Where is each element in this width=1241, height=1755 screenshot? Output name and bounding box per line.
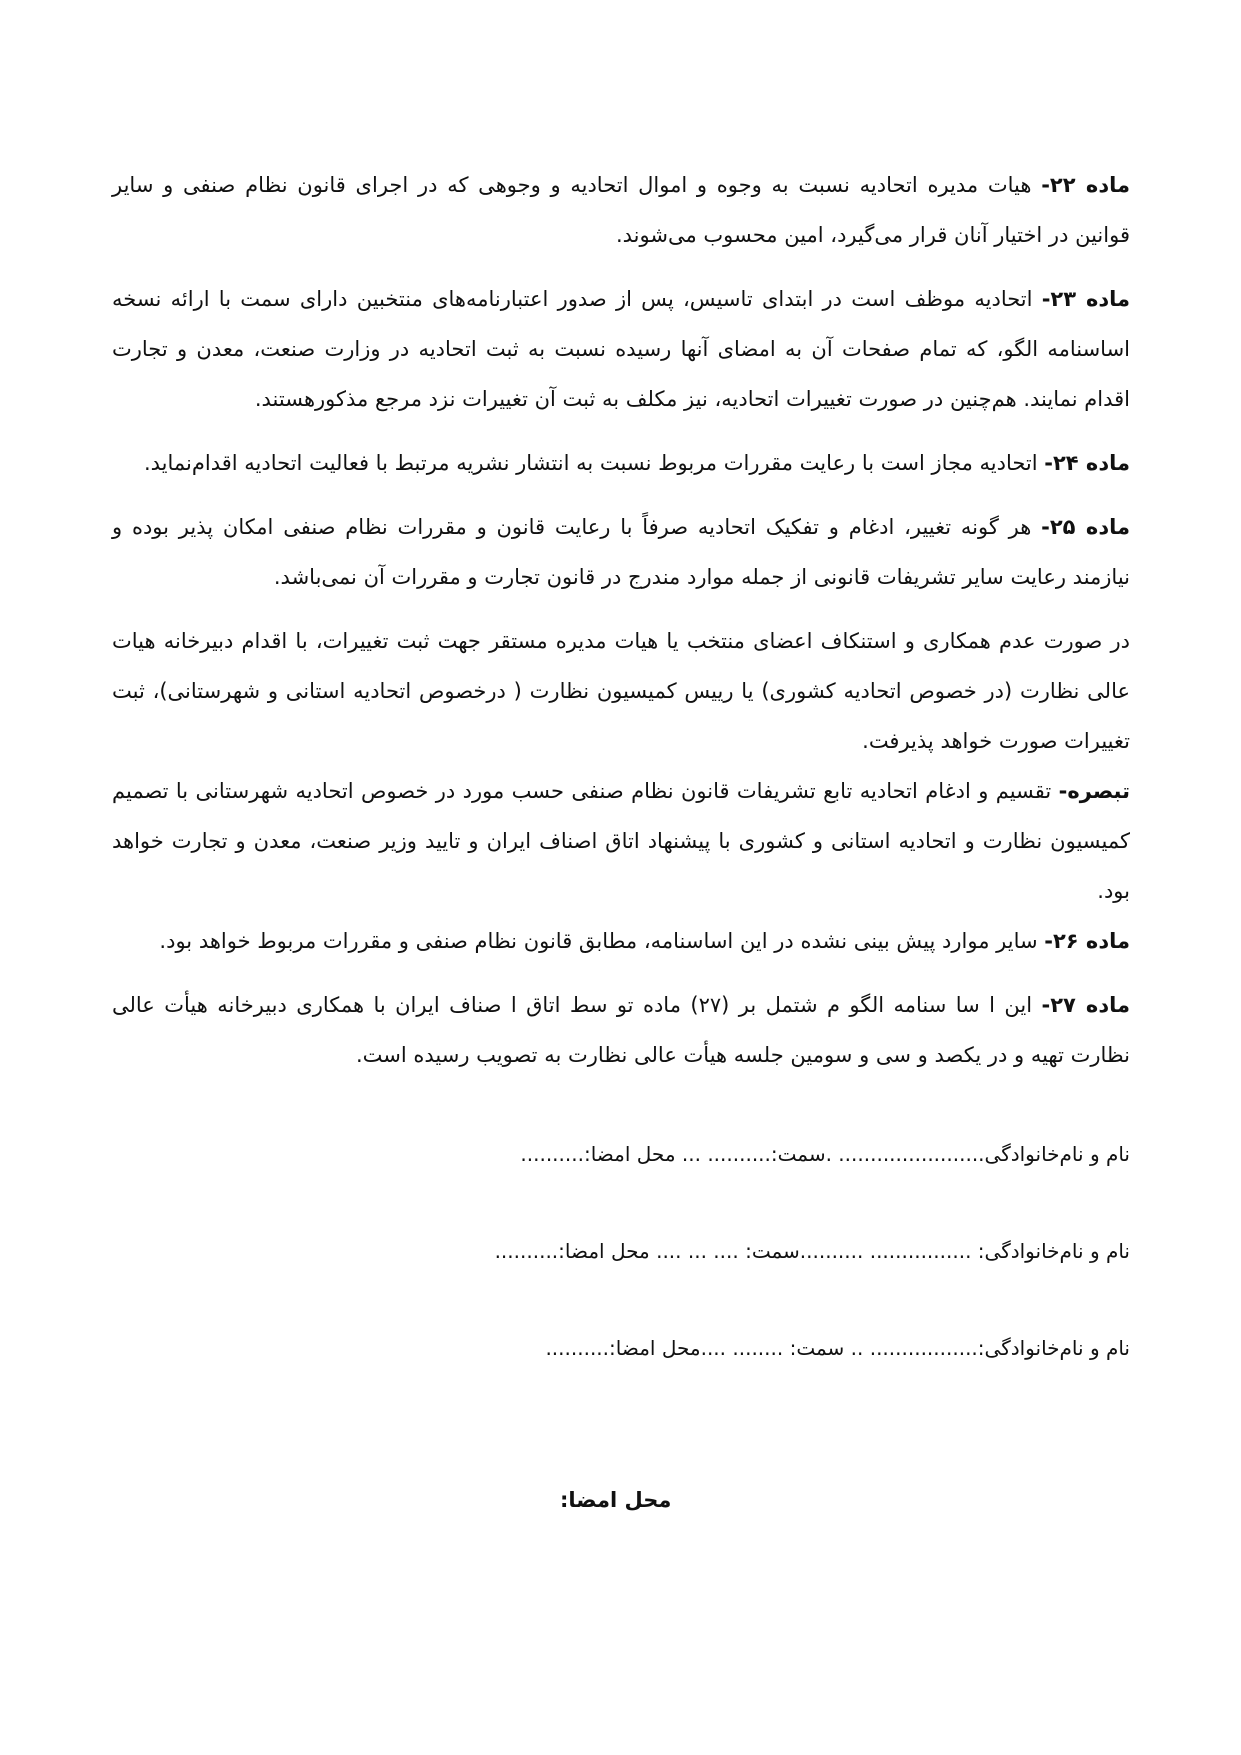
article-23 (112, 274, 1130, 424)
article-23-label: ماده ۲۳- (1041, 287, 1131, 311)
article-25-extra: در صورت عدم همکاری و استنکاف اعضای منتخب یا هیات مدیره مستقر جهت ثبت تغییرات، با اقدام دبیرخانه هیات عالی نظارت (در خصوص اتحادیه کشوری) یا رییس کمیسیون نظارت ( درخصوص اتحادیه استانی و شهرستانی)، ثبت تغییرات صورت خواهد پذیرفت. (112, 629, 1130, 753)
article-27-label: ماده ۲۷- (1041, 993, 1130, 1017)
signature-line-3: نام و نام‌خانوادگی:................. .. سمت: ........ ....محل امضا:.......... (545, 1336, 1130, 1360)
article-26-text: سایر موارد پیش بینی نشده در این اساسنامه، مطابق قانون نظام صنفی و مقررات مربوط خواهد بود. (159, 929, 1045, 953)
article-22-text: هیات مدیره اتحادیه نسبت به وجوه و اموال اتحادیه و وجوهی که در اجرای قانون نظام صنفی و سایر قوانین در اختیار آنان قرار می‌گیرد، امین محسوب می‌شوند. (112, 173, 1130, 247)
article-25-label: ماده ۲۵- (1041, 515, 1130, 539)
article-25 (112, 502, 1130, 602)
article-23-text: اتحادیه موظف است در ابتدای تاسیس، پس از صدور اعتبارنامه‌های منتخبین دارای سمت با ارائه نسخه اساسنامه الگو، که تمام صفحات آن به امضای آنها رسیده نسبت به ثبت اتحادیه در وزارت صنعت، معدن و تجارت اقدام نمایند. هم‌چنین در صورت تغییرات اتحادیه، نیز مکلف به ثبت آن تغییرات نزد مرجع مذکورهستند. (112, 287, 1130, 411)
article-27 (112, 980, 1130, 1080)
article-22-label: ماده ۲۲- (1041, 173, 1130, 197)
article-25-text: هر گونه تغییر، ادغام و تفکیک اتحادیه صرفاً با رعایت قانون و مقررات نظام صنفی امکان پذیر بوده و نیازمند رعایت سایر تشریفات قانونی از جمله موارد مندرج در قانون تجارت و مقررات آن نمی‌باشد. (112, 515, 1130, 589)
article-26 (112, 916, 1130, 966)
document-body (112, 160, 1130, 1094)
article-22 (112, 160, 1130, 260)
signature-line-1: نام و نام‌خانوادگی....................... .سمت:.......... ... محل امضا:.......... (520, 1142, 1130, 1166)
article-24-label: ماده ۲۴- (1044, 451, 1130, 475)
note-paragraph (112, 766, 1130, 916)
article-27-text: این ا سا سنامه الگو م شتمل بر (۲۷) ماده تو سط اتاق ا صناف ایران با همکاری دبیرخانه هیأت عالی نظارت تهیه و در یکصد و سی و سومین جلسه هیأت عالی نظارت به تصویب رسیده است. (112, 993, 1130, 1067)
article-26-label: ماده ۲۶- (1044, 929, 1130, 953)
article-24-text: اتحادیه مجاز است با رعایت مقررات مربوط نسبت به انتشار نشریه مرتبط با فعالیت اتحادیه اقدام‌نماید. (143, 451, 1045, 475)
note-text: تقسیم و ادغام اتحادیه تابع تشریفات قانون نظام صنفی حسب مورد در خصوص اتحادیه شهرستانی با تصمیم کمیسیون نظارت و اتحادیه استانی و کشوری با پیشنهاد اتاق اصناف ایران و تایید وزیر صنعت، معدن و تجارت خواهد بود. (112, 779, 1130, 903)
signature-place: محل امضا: (560, 1488, 672, 1512)
note-label: تبصره- (1058, 779, 1130, 803)
article-24 (112, 438, 1130, 488)
signature-line-2: نام و نام‌خانوادگی: ................ ..........سمت: .... ... .... محل امضا:.......... (494, 1239, 1130, 1263)
